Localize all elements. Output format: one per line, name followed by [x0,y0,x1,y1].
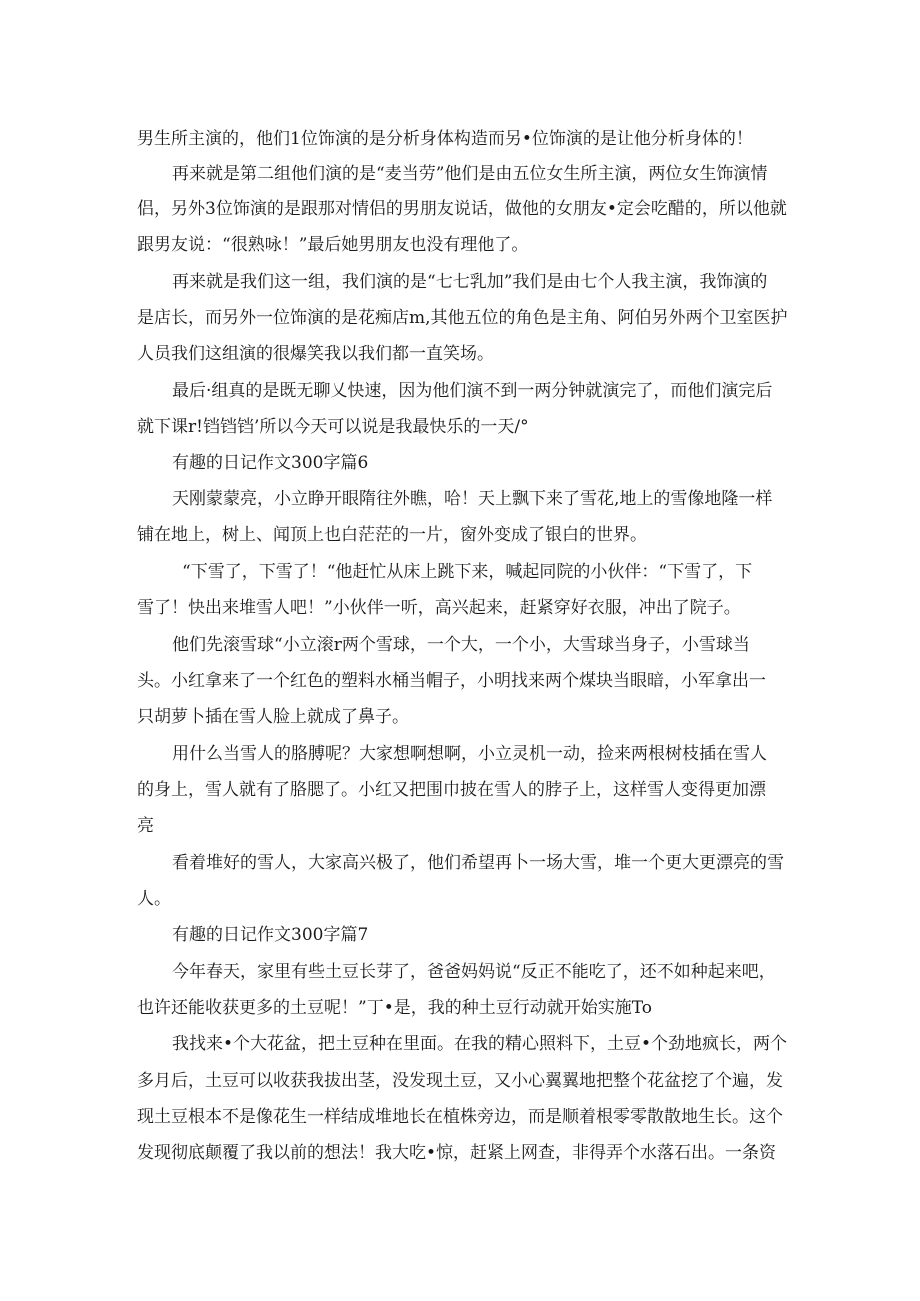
text-line-28: 现土豆根本不是像花生一样结成堆地长在植株旁边，而是顺着根零零散散地生长。这个 [137,1107,783,1127]
text-line-11: 天刚蒙蒙亮，小立睁开眼隋往外瞧，哈！天上飘下来了雪花,地上的雪像地隆一样 [172,489,773,509]
text-line-18: 用什么当雪人的胳膊呢？大家想啊想啊，小立灵机一动，捡来两根树枝插在雪人 [172,744,767,764]
text-line-24: 今年春天，家里有些土豆长芽了，爸爸妈妈说“反正不能吃了，还不如种起来吧， [172,962,776,982]
text-line-12: 铺在地上，树上、闻顶上也白茫茫的一片，窗外变成了银白的世界。 [137,525,647,545]
text-line-8: 最后·组真的是既无聊乂快速，因为他们演不到一两分钟就演完了，而他们演完后 [172,381,773,401]
text-line-13: “下雪了，下雪了！“他赶忙从床上跳下来，喊起同院的小伙伴：“下雪了，下 [182,562,753,582]
text-line-15: 他们先滚雪球“小立滚r两个雪球，一个大，一个小，大雪球当身子，小雪球当 [172,635,750,655]
text-line-14: 雪了！快出来堆雪人吧！”小伙伴一听，高兴起来，赶紧穿好衣服，冲出了院子。 [137,598,741,618]
text-line-16: 头。小红拿来了一个红色的塑料水桶当帽子，小明找来两个煤块当眼暗，小军拿出一 [137,671,766,691]
text-line-21: 看着堆好的雪人，大家高兴极了，他们希望再卜一场大雪，堆一个更大更漂亮的雪 [172,853,784,873]
text-line-1: 男生所主演的，他们1位饰演的是分析身体构造而另•位饰演的是让他分析身体的！ [137,129,753,149]
text-line-3: 侣，另外3位饰演的是跟那对情侣的男朋友说话，做他的女朋友•定会吃醋的，所以他就 [137,199,787,219]
text-line-26: 我找来•个大花盆，把土豆种在里面。在我的精心照料下，土豆•个劲地疯长，两个 [172,1034,788,1054]
section-heading-7: 有趣的日记作文300字篇7 [172,925,369,945]
text-line-7: 人员我们这组演的很爆笑我以我们都一直笑场。 [137,344,494,364]
text-line-22: 人。 [137,889,171,909]
section-heading-6: 有趣的日记作文300字篇6 [172,453,369,473]
text-line-29: 发现彻底颠覆了我以前的想法！我大吃•惊，赶紧上网查，非得弄个水落石出。一条资 [137,1143,777,1163]
text-line-27: 多月后，土豆可以收获我拔出茎，没发现土豆，又小心翼翼地把整个花盆挖了个遍，发 [137,1071,783,1091]
text-line-9: 就下课r!铛铛铛’所以今天可以说是我最快乐的一天/° [137,417,529,437]
text-line-19: 的身上，雪人就有了胳腮了。小红又把围巾披在雪人的脖子上，这样雪人变得更加漂 [137,780,766,800]
text-line-5: 再来就是我们这一组，我们演的是“七七乳加”我们是由七个人我主演，我饰演的 [172,272,768,292]
text-line-6: 是店长，而另外一位饰演的是花痴店m,其他五位的角色是主角、阿伯另外两个卫室医护 [137,308,788,328]
text-line-2: 再来就是第二组他们演的是“麦当劳”他们是由五位女生所主演，两位女生饰演情 [172,164,768,184]
text-line-17: 只胡萝卜插在雪人脸上就成了鼻子。 [137,707,409,727]
text-line-20: 亮 [137,816,154,836]
text-line-4: 跟男友说：“很熟咏！”最后她男朋友也没有理他了。 [137,235,529,255]
text-line-25: 也许还能收获更多的土豆呢！”丁•是，我的种土豆行动就开始实施To [137,998,652,1018]
